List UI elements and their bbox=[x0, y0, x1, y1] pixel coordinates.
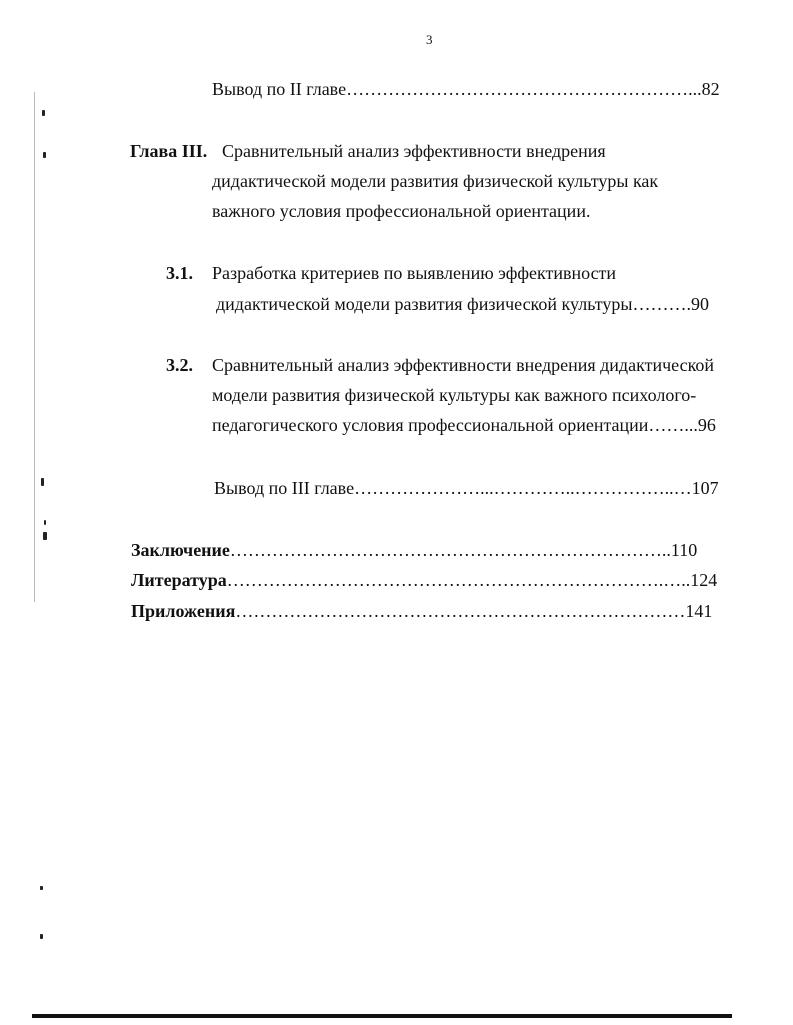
toc-section-3-2-number: 3.2. bbox=[166, 355, 193, 375]
scan-speck bbox=[40, 886, 43, 890]
toc-leader-dots: ……………………………………………………………….….. bbox=[226, 570, 691, 590]
toc-entry-literature bbox=[131, 567, 717, 593]
page-number: 3 bbox=[426, 32, 433, 47]
toc-entry-page: 90 bbox=[690, 294, 709, 314]
toc-entry-ch3-conclusion bbox=[214, 475, 719, 501]
toc-chapter-3-title-line-1: Сравнительный анализ эффективности внедрения bbox=[222, 141, 606, 161]
toc-chapter-3-title-line-3: важного условия профессиональной ориентации. bbox=[212, 201, 591, 221]
toc-entry-page: 107 bbox=[691, 478, 719, 498]
toc-entry-title: Литература bbox=[131, 570, 227, 590]
toc-section-3-2-line-1: Сравнительный анализ эффективности внедрения дидактической bbox=[212, 355, 715, 375]
toc-section-3-2-line-3 bbox=[212, 412, 716, 438]
toc-leader-dots: ……... bbox=[648, 415, 698, 435]
scan-edge-line bbox=[34, 92, 35, 602]
scan-speck bbox=[43, 152, 46, 158]
toc-leader-dots: …………………...…………..……………..… bbox=[354, 478, 692, 498]
toc-entry-page: 141 bbox=[685, 601, 713, 621]
scan-speck bbox=[43, 532, 47, 540]
scan-speck bbox=[42, 110, 45, 116]
toc-leader-dots: ………. bbox=[632, 294, 691, 314]
toc-section-3-1-line-2 bbox=[216, 291, 709, 317]
toc-entry-ch2-conclusion bbox=[212, 76, 720, 102]
toc-chapter-3-label: Глава III. bbox=[130, 141, 208, 161]
toc-section-3-1-number: 3.1. bbox=[166, 263, 193, 283]
scan-speck bbox=[41, 478, 44, 486]
toc-section-3-2-line-2: модели развития физической культуры как важного психолого- bbox=[212, 385, 697, 405]
toc-entry-appendices bbox=[131, 598, 712, 624]
toc-entry-title: дидактической модели развития физической культуры bbox=[216, 294, 633, 314]
toc-leader-dots: …………………………………………………. bbox=[346, 79, 693, 99]
toc-entry-page: 96 bbox=[697, 415, 716, 435]
toc-entry-title: Вывод по II главе bbox=[212, 79, 347, 99]
scan-bottom-bar bbox=[32, 1014, 732, 1018]
scan-speck bbox=[44, 520, 46, 525]
toc-section-3-1-line-1: Разработка критериев по выявлению эффективности bbox=[212, 263, 617, 283]
toc-entry-page: ..82 bbox=[692, 79, 720, 99]
toc-entry-title: педагогического условия профессиональной ориентации bbox=[212, 415, 649, 435]
toc-chapter-3-title-line-2: дидактической модели развития физической культуры как bbox=[212, 171, 659, 191]
toc-entry-title: Приложения bbox=[131, 601, 236, 621]
toc-entry-title: Заключение bbox=[131, 540, 230, 560]
toc-entry-conclusion bbox=[131, 537, 697, 563]
scan-speck bbox=[40, 934, 43, 939]
toc-leader-dots: ……………………………………………………………….. bbox=[229, 540, 671, 560]
toc-entry-page: 124 bbox=[690, 570, 718, 590]
toc-leader-dots: ………………………………………………………………… bbox=[235, 601, 686, 621]
toc-entry-page: 110 bbox=[670, 540, 698, 560]
toc-entry-title: Вывод по III главе bbox=[214, 478, 355, 498]
